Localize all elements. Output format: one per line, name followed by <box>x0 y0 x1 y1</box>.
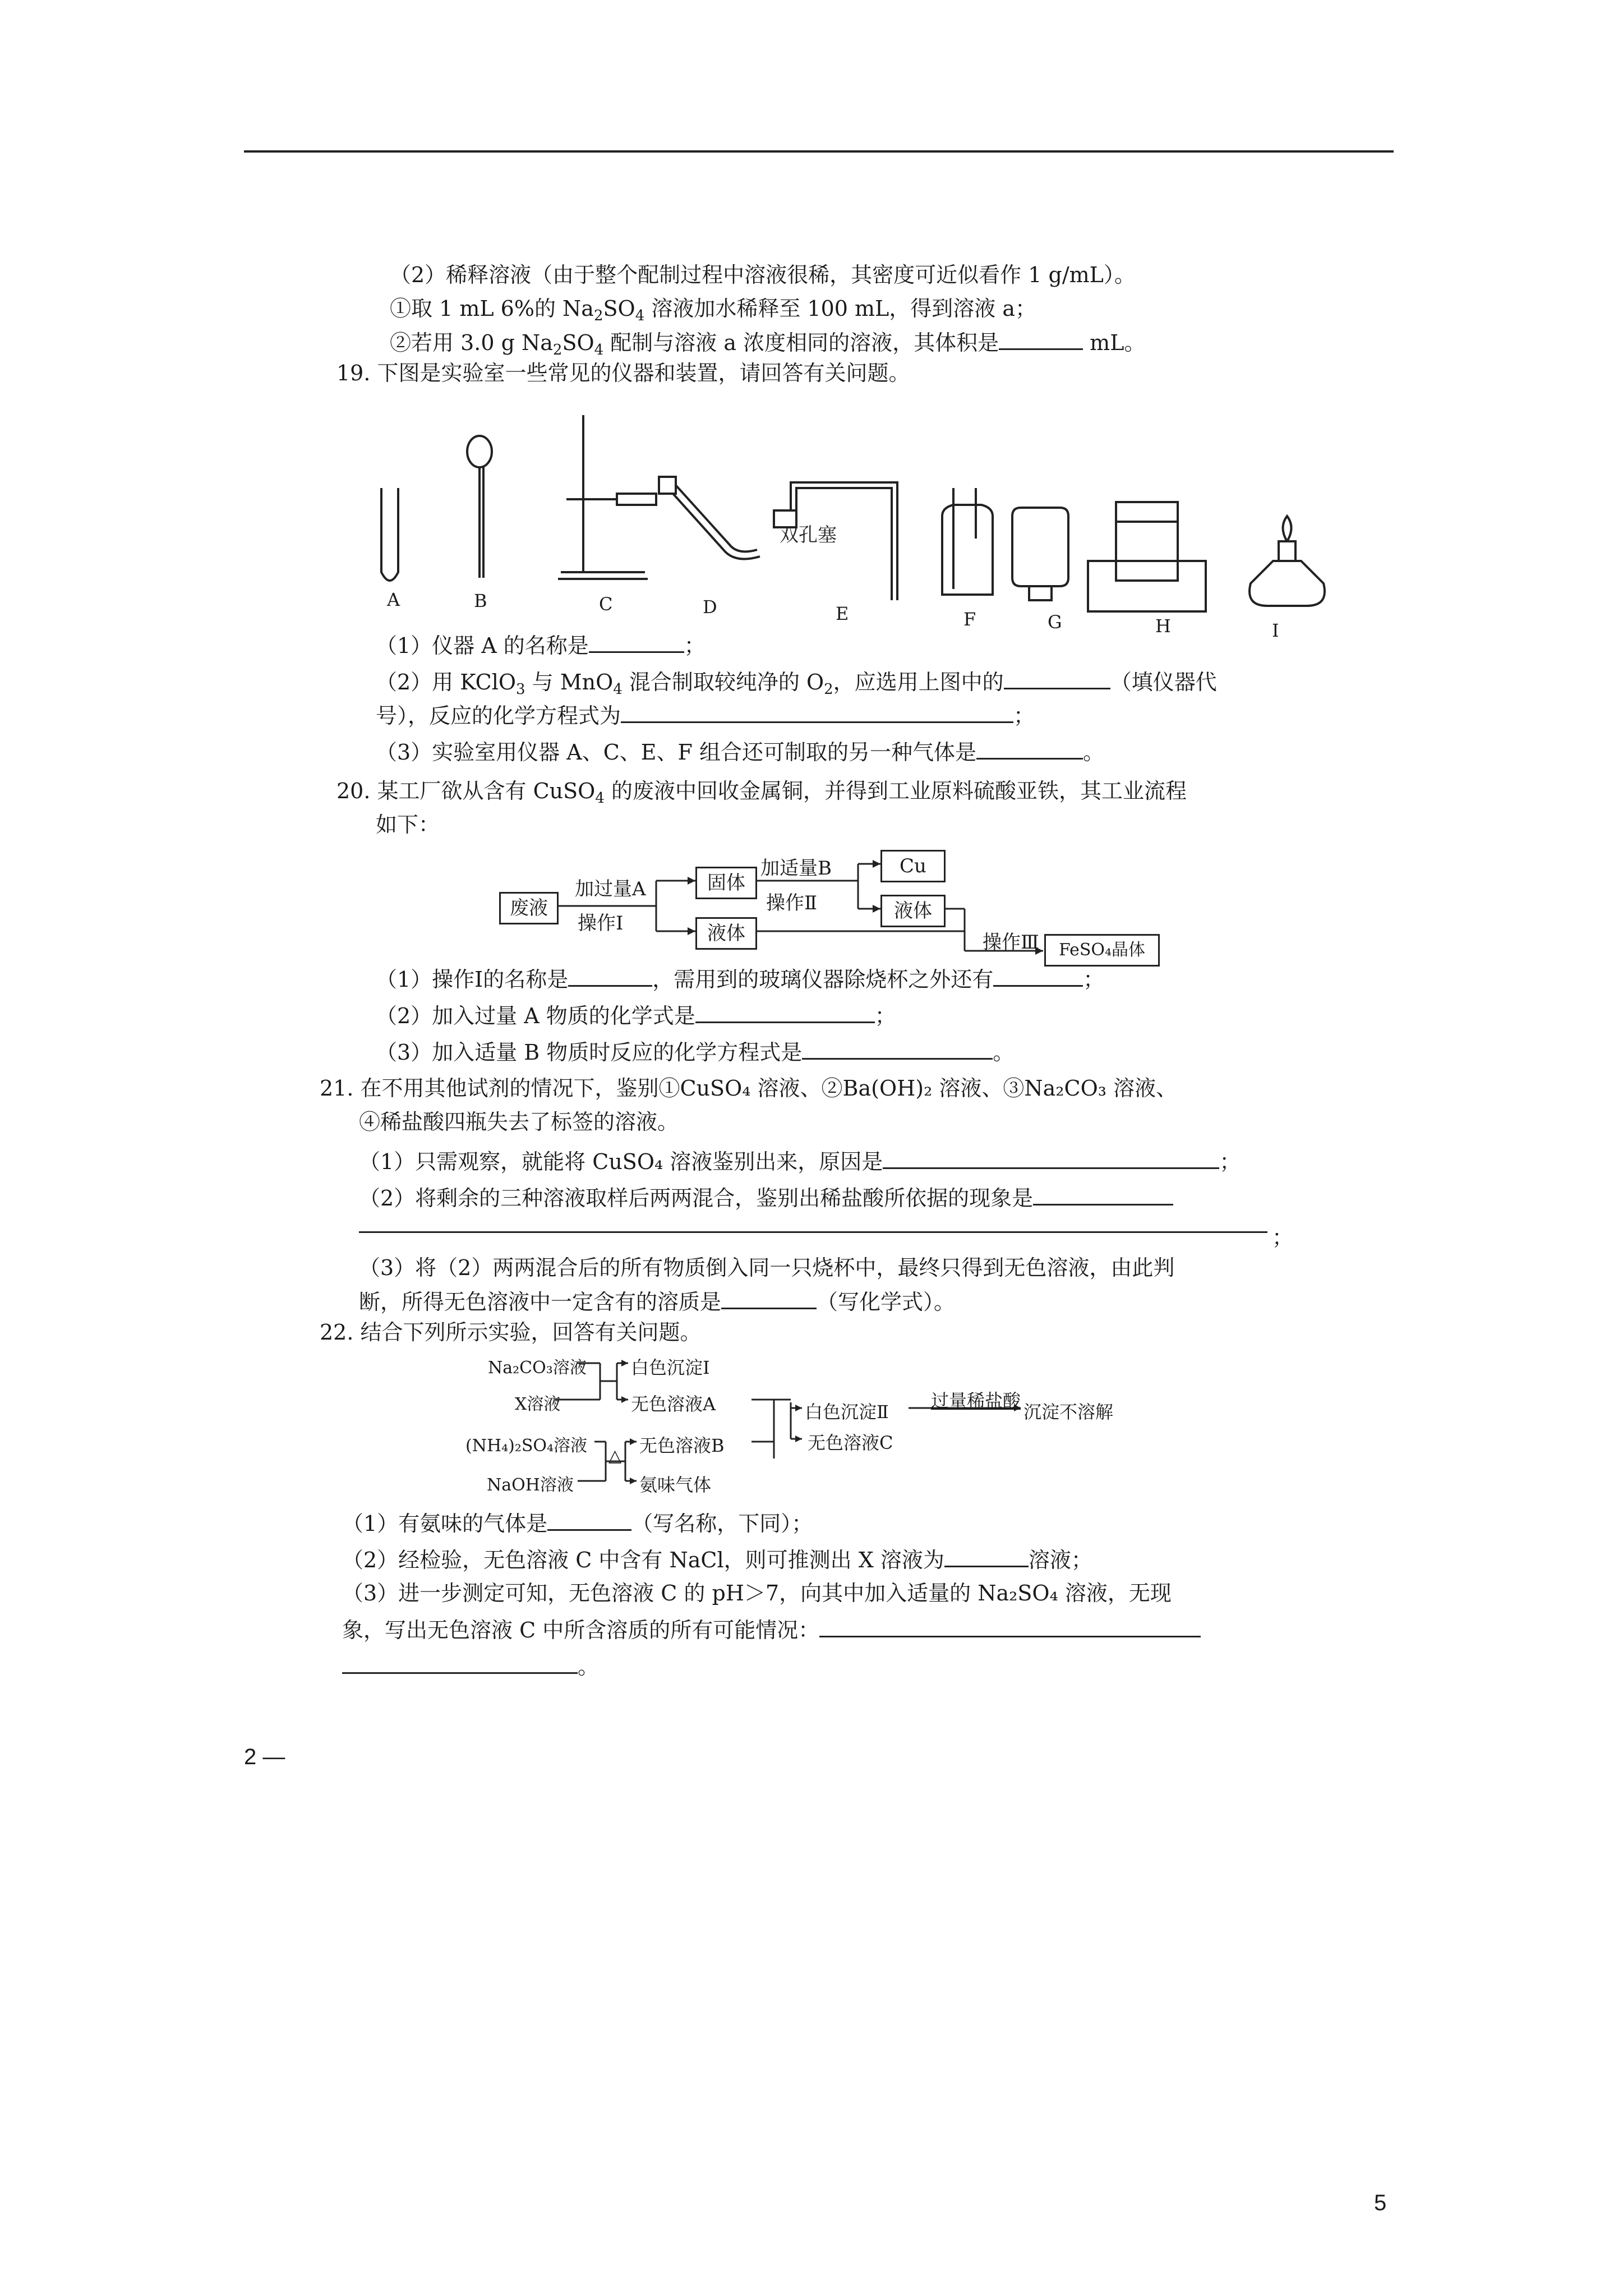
label-b: B <box>474 590 487 611</box>
q18-part2 <box>390 261 1136 289</box>
q22-part1-text: （1）有氨味的气体是 <box>342 1511 548 1536</box>
q22-part2 <box>342 1545 1092 1574</box>
header-rule <box>244 150 1394 153</box>
answer-blank[interactable] <box>819 1616 1201 1637</box>
q22-x-solution: X溶液 <box>515 1395 561 1414</box>
flow-liquid2-box: 液体 <box>880 895 946 927</box>
q20-part1-text: （1）操作Ⅰ的名称是 <box>376 967 569 992</box>
apparatus-figure <box>348 404 1357 645</box>
q20-stem2-text: 如下： <box>376 812 440 837</box>
q19-part2-mid: 与 MnO <box>525 670 614 694</box>
q21-stem1 <box>320 1074 1177 1102</box>
label-d: D <box>703 596 717 618</box>
q20-stem-post: 的废液中回收金属铜，并得到工业原料硫酸亚铁，其工业流程 <box>604 779 1187 803</box>
flow-op1: 操作Ⅰ <box>578 912 624 935</box>
q21-stem2 <box>359 1108 679 1136</box>
q22-na2co3: Na₂CO₃溶液 <box>488 1358 587 1378</box>
q21-stem2-text: ④稀盐酸四瓶失去了标签的溶液。 <box>359 1110 679 1134</box>
answer-blank[interactable] <box>342 1652 578 1674</box>
q21-stem1-text: 21. 在不用其他试剂的情况下，鉴别①CuSO₄ 溶液、②Ba(OH)₂ 溶液、③Na₂CO₃ 溶液、 <box>320 1076 1178 1101</box>
q18-part2a-pre: ①取 1 mL 6%的 Na <box>390 296 594 321</box>
q22-part3-text2: 象，写出无色溶液 C 中所含溶质的所有可能情况： <box>342 1618 820 1642</box>
inverted-bottle-icon <box>1012 508 1068 586</box>
q20-stem: 20. 某工厂欲从含有 CuSO$_4$ 的废液中回收金属铜，并得到工业原料硫酸亚铁，其工业流程 <box>336 779 1187 807</box>
q18-part2a: ①取 1 mL 6%的 $Na_2SO_4$ 溶液加水稀释至 100 mL，得到溶液 a； <box>390 296 1037 324</box>
q21-part3-line1 <box>359 1254 1174 1282</box>
q20-part2 <box>376 1001 896 1030</box>
q22-part3-end: 。 <box>578 1654 600 1679</box>
flow-add-b: 加适量B <box>760 857 832 880</box>
test-tube-icon <box>381 488 398 581</box>
answer-blank[interactable] <box>1033 1184 1173 1205</box>
answer-blank[interactable] <box>621 701 1013 723</box>
q18-part2-text: （2）稀释溶液（由于整个配制过程中溶液很稀，其密度可近似看作 1 g/mL）。 <box>390 263 1136 287</box>
answer-blank[interactable] <box>976 738 1083 760</box>
q22-part3-line3 <box>342 1652 599 1681</box>
q21-part1-end: ； <box>1219 1149 1241 1174</box>
answer-blank[interactable] <box>568 965 652 987</box>
q19-part3-end: 。 <box>1082 740 1104 765</box>
q22-part1 <box>342 1509 813 1538</box>
q19-part3 <box>376 738 1104 766</box>
q21-part1 <box>359 1147 1241 1176</box>
q19-part1 <box>376 631 706 660</box>
q22-solution-c: 无色溶液C <box>808 1432 893 1453</box>
q22-part3-text: （3）进一步测定可知，无色溶液 C 的 pH＞7，向其中加入适量的 Na₂SO₄ 溶液，无现 <box>342 1581 1172 1605</box>
answer-blank[interactable] <box>359 1231 1267 1233</box>
flow-product-box: FeSO₄晶体 <box>1044 934 1160 967</box>
label-e: E <box>836 603 849 624</box>
alcohol-lamp-icon <box>1249 516 1325 606</box>
q19-part3-text: （3）实验室用仪器 A、C、E、F 组合还可制取的另一种气体是 <box>376 740 976 765</box>
answer-blank[interactable] <box>802 1038 993 1060</box>
flow-liquid1-box: 液体 <box>695 917 757 950</box>
flow-solid-box: 固体 <box>695 867 757 899</box>
q19-part1-end: ； <box>684 633 706 658</box>
q22-white-ppt1: 白色沉淀Ⅰ <box>631 1357 710 1378</box>
q19-stem-text: 19. 下图是实验室一些常见的仪器和装置，请回答有关问题。 <box>336 361 910 385</box>
q22-naoh: NaOH溶液 <box>487 1475 574 1495</box>
q20-part3 <box>376 1038 1014 1066</box>
label-g: G <box>1048 611 1062 633</box>
q21-part3-line2 <box>359 1287 955 1316</box>
q19-part2: （2）用 KClO$_3$ 与 MnO$_4$ 混合制取较纯净的 $O_2$，应选用上图中的 （填仪器代 <box>376 668 1217 703</box>
q19-stem <box>336 359 910 387</box>
label-a: A <box>387 589 400 610</box>
q22-solution-b: 无色溶液B <box>639 1435 725 1456</box>
label-i: I <box>1272 620 1279 641</box>
answer-blank[interactable] <box>589 631 684 653</box>
q22-part3-line1 <box>342 1579 1172 1607</box>
q21-part3-text2: 断，所得无色溶液中一定含有的溶质是 <box>359 1290 722 1314</box>
answer-blank[interactable] <box>721 1287 817 1309</box>
iron-stand-icon <box>558 415 656 579</box>
answer-blank[interactable] <box>999 328 1083 350</box>
bent-tube-icon <box>659 477 760 559</box>
q21-part2-end: ； <box>1272 1225 1294 1250</box>
q20-part2-end: ； <box>874 1004 896 1028</box>
left-page-number: 2 — <box>244 1745 285 1769</box>
q20-part3-end: 。 <box>993 1040 1015 1065</box>
label-c: C <box>599 593 613 615</box>
q18-part2b-post: mL。 <box>1083 330 1146 355</box>
q20-stem2 <box>376 811 440 839</box>
q20-part1-end: ； <box>1083 967 1105 992</box>
q22-stem-text: 22. 结合下列所示实验，回答有关问题。 <box>320 1320 702 1345</box>
water-trough-icon <box>1088 502 1206 611</box>
answer-blank[interactable] <box>695 1001 875 1023</box>
flow-waste-box: 废液 <box>499 892 559 924</box>
q19-part2-line2-end: ； <box>1013 703 1035 728</box>
answer-blank[interactable] <box>993 965 1083 987</box>
flow-op2: 操作Ⅱ <box>766 892 818 914</box>
q22-part3-line2 <box>342 1616 1201 1644</box>
q22-solution-a: 无色溶液A <box>631 1393 716 1415</box>
q21-part1-text: （1）只需观察，就能将 CuSO₄ 溶液鉴别出来，原因是 <box>359 1149 883 1174</box>
q22-ammonia: 氨味气体 <box>639 1474 712 1496</box>
q21-part3-text: （3）将（2）两两混合后的所有物质倒入同一只烧杯中，最终只得到无色溶液，由此判 <box>359 1255 1175 1280</box>
flow-op3: 操作Ⅲ <box>983 931 1039 954</box>
q21-part2 <box>359 1184 1173 1212</box>
q22-excess-hcl: 过量稀盐酸 <box>931 1390 1021 1411</box>
q20-part2-text: （2）加入过量 A 物质的化学式是 <box>376 1004 695 1028</box>
q18-part2b: ②若用 3.0 g $Na_2SO_4$ 配制与溶液 a 浓度相同的溶液，其体积是 mL。 <box>390 328 1145 364</box>
q19-part2-line2 <box>376 701 1035 730</box>
answer-blank[interactable] <box>883 1147 1219 1169</box>
q19-part2-line2-text: 号），反应的化学方程式为 <box>376 703 621 728</box>
q19-part2-mid3: ，应选用上图中的 <box>833 670 1004 694</box>
flow-add-a: 加过量A <box>575 878 646 900</box>
q20-part1-mid: ，需用到的玻璃仪器除烧杯之外还有 <box>652 967 994 992</box>
q22-white-ppt2: 白色沉淀Ⅱ <box>805 1401 889 1423</box>
q22-part2-end: 溶液； <box>1028 1548 1092 1572</box>
q21-part3-end: （写化学式）。 <box>817 1290 956 1314</box>
funnel-icon <box>467 436 492 467</box>
q18-part2b-mid: 配制与溶液 a 浓度相同的溶液，其体积是 <box>603 330 999 355</box>
label-h: H <box>1155 615 1171 637</box>
q20-part1 <box>376 965 1104 993</box>
label-f: F <box>963 609 976 630</box>
q20-stem-pre: 20. 某工厂欲从含有 CuSO <box>336 779 596 803</box>
q22-insoluble: 沉淀不溶解 <box>1023 1401 1114 1423</box>
flow-cu-box: Cu <box>880 850 946 882</box>
page-number: 5 <box>1374 2191 1387 2215</box>
q18-part2b-pre: ②若用 3.0 g Na <box>390 330 553 355</box>
q19-part2-mid2: 混合制取较纯净的 O <box>622 670 824 694</box>
q19-part1-text: （1）仪器 A 的名称是 <box>376 633 589 658</box>
q22-part1-end: （写名称，下同）； <box>631 1511 813 1536</box>
q21-part2-text: （2）将剩余的三种溶液取样后两两混合，鉴别出稀盐酸所依据的现象是 <box>359 1186 1034 1211</box>
q22-stem <box>320 1318 702 1346</box>
q22-delta: △ <box>608 1446 622 1466</box>
q22-part2-text: （2）经检验，无色溶液 C 中含有 NaCl，则可推测出 X 溶液为 <box>342 1548 944 1572</box>
stopper-label: 双孔塞 <box>780 524 837 546</box>
q19-part2-end: （填仪器代 <box>1110 670 1217 694</box>
q20-part3-text: （3）加入适量 B 物质时反应的化学方程式是 <box>376 1040 803 1065</box>
answer-blank[interactable] <box>1004 668 1110 689</box>
q19-part2-pre: （2）用 KClO <box>376 670 517 694</box>
q18-part2a-post: 溶液加水稀释至 100 mL，得到溶液 a； <box>644 296 1037 321</box>
answer-blank[interactable] <box>547 1509 631 1531</box>
answer-blank[interactable] <box>944 1545 1029 1567</box>
q22-nh4so4: (NH₄)₂SO₄溶液 <box>465 1436 588 1456</box>
gas-bottle-icon <box>942 505 993 595</box>
